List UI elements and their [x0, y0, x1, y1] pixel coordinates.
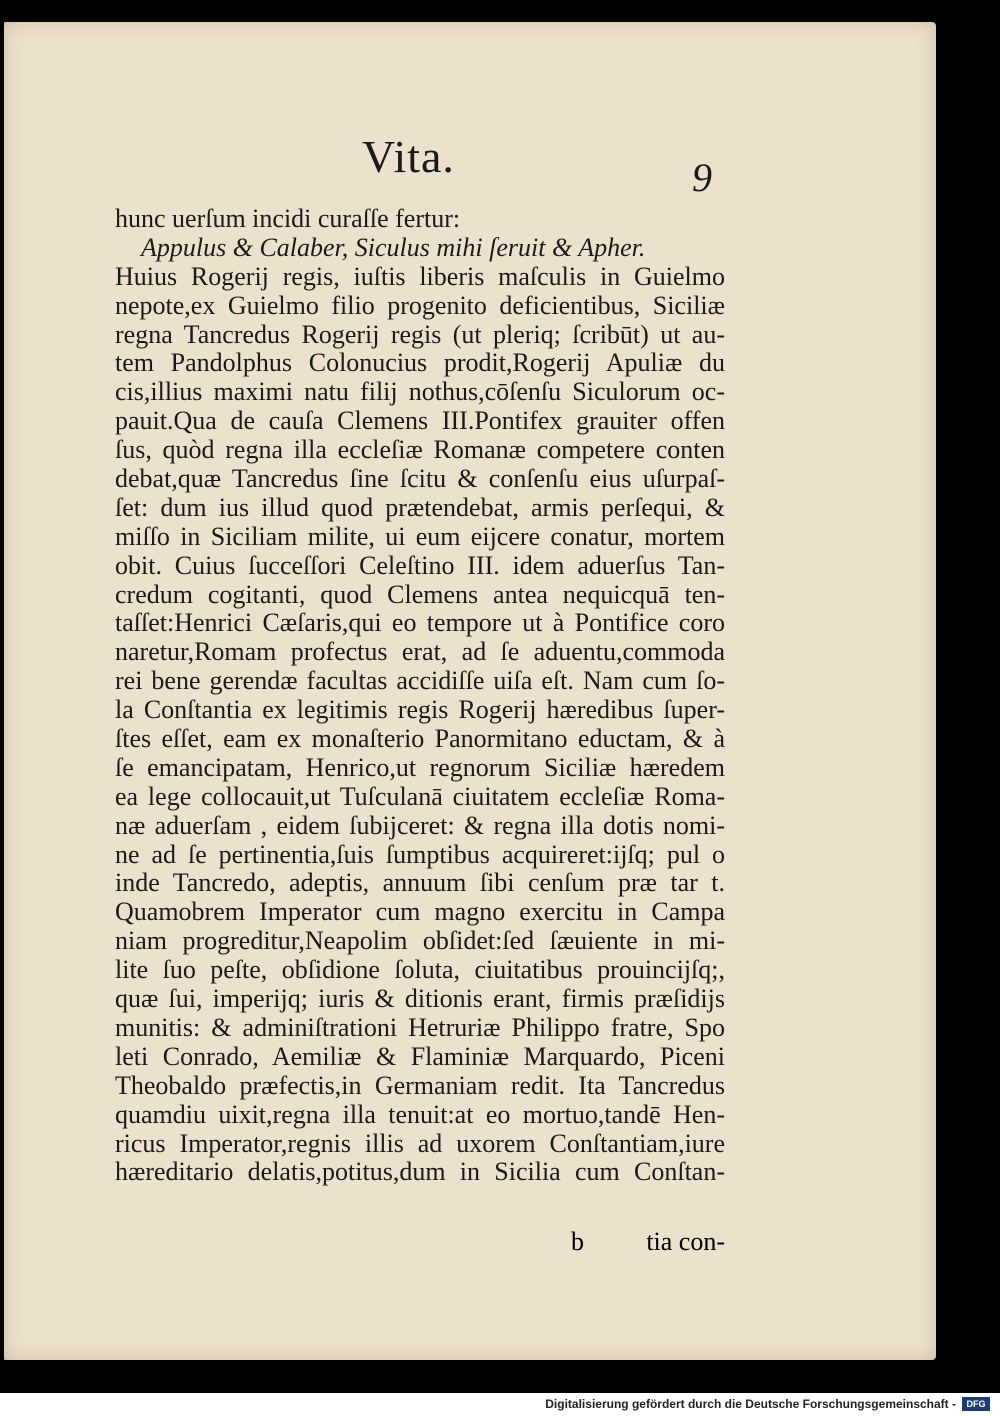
catchword: tia con-	[646, 1227, 725, 1256]
text-line: hæreditario delatis,potitus,dum in Sicilia cum Conſtan-	[115, 1158, 725, 1187]
text-line: cis,illius maximi natu filij nothus,cōſenſu Siculorum oc-	[115, 378, 725, 407]
text-line: debat,quæ Tancredus ſine ſcitu & conſenſu eius uſurpaſ-	[115, 465, 725, 494]
text-line: pauit.Qua de cauſa Clemens III.Pontifex grauiter offen	[115, 407, 725, 436]
text-line: leti Conrado, Aemiliæ & Flaminiæ Marquardo, Piceni	[115, 1042, 725, 1071]
text-line: miſſo in Siciliam milite, ui eum eijcere conatur, mortem	[115, 522, 725, 551]
text-line: hunc uerſum incidi curaſſe fertur:	[115, 205, 461, 233]
text-line: quamdiu uixit,regna illa tenuit:at eo mortuo,tandē Hen-	[115, 1100, 725, 1129]
text-line: rei bene gerendæ facultas accidiſſe uiſa eſt. Nam cum ſo-	[115, 667, 725, 696]
text-line: ſtes eſſet, eam ex monaſterio Panormitano eductam, & à	[115, 725, 725, 754]
text-line: ſus, quòd regna illa eccleſiæ Romanæ competere conten	[115, 436, 725, 465]
text-line: tem Pandolphus Colonucius prodit,Rogerij Apuliæ du	[115, 349, 725, 378]
dfg-logo: DFG	[962, 1397, 990, 1411]
book-page	[4, 22, 936, 1360]
text-line: niam progreditur,Neapolim obſidet:ſed ſæuiente in mi-	[115, 927, 725, 956]
text-line: Quamobrem Imperator cum magno exercitu in Campa	[115, 898, 725, 927]
digitization-footer	[0, 1393, 1000, 1417]
text-line: Theobaldo præfectis,in Germaniam redit. Ita Tancredus	[115, 1071, 725, 1100]
text-line: regna Tancredus Rogerij regis (ut pleriq; ſcribūt) ut au-	[115, 320, 725, 349]
text-line: ne ad ſe pertinentia,ſuis ſumptibus acquireret:ijſq; pul o	[115, 840, 725, 869]
text-line: ſe emancipatam, Henrico,ut regnorum Siciliæ hæredem	[115, 753, 725, 782]
text-line: munitis: & adminiſtrationi Hetruriæ Philippo fratre, Spo	[115, 1013, 725, 1042]
text-line: credum cogitanti, quod Clemens antea nequicquā ten-	[115, 580, 725, 609]
text-line: lite ſuo peſte, obſidione ſoluta, ciuitatibus prouincijſq;,	[115, 956, 725, 985]
text-line: næ aduerſam , eidem ſubijceret: & regna illa dotis nomi-	[115, 811, 725, 840]
text-line: nepote,ex Guielmo filio progenito deficientibus, Siciliæ	[115, 291, 725, 320]
text-line: obit. Cuius ſucceſſori Celeſtino III. idem aduerſus Tan-	[115, 551, 725, 580]
signature-mark: b	[571, 1227, 584, 1256]
text-block	[115, 205, 725, 1187]
page-number: 9	[692, 155, 712, 200]
text-line: ea lege collocauit,ut Tuſculanā ciuitatem eccleſiæ Roma-	[115, 782, 725, 811]
text-line: ricus Imperator,regnis illis ad uxorem Conſtantiam,iure	[115, 1129, 725, 1158]
text-line: Huius Rogerij regis, iuſtis liberis maſculis in Guielmo	[115, 262, 725, 291]
text-line: taſſet:Henrici Cæſaris,qui eo tempore ut à Pontifice coro	[115, 609, 725, 638]
catch-line	[115, 1227, 725, 1256]
running-head: Vita.	[362, 131, 455, 182]
text-line: ſet: dum ius illud quod prætendebat, armis perſequi, &	[115, 493, 725, 522]
verse-line: Appulus & Calaber, Siculus mihi ſeruit & Apher.	[141, 233, 646, 262]
footer-text: Digitalisierung gefördert durch die Deutsche Forschungsgemeinschaft -	[545, 1397, 956, 1411]
text-line: naretur,Romam profectus erat, ad ſe aduentu,commoda	[115, 638, 725, 667]
text-line: inde Tancredo, adeptis, annuum ſibi cenſum præ tar t.	[115, 869, 725, 898]
text-line: quæ ſui, imperijq; iuris & ditionis erant, firmis præſidijs	[115, 985, 725, 1014]
text-line: la Conſtantia ex legitimis regis Rogerij hæredibus ſuper-	[115, 696, 725, 725]
